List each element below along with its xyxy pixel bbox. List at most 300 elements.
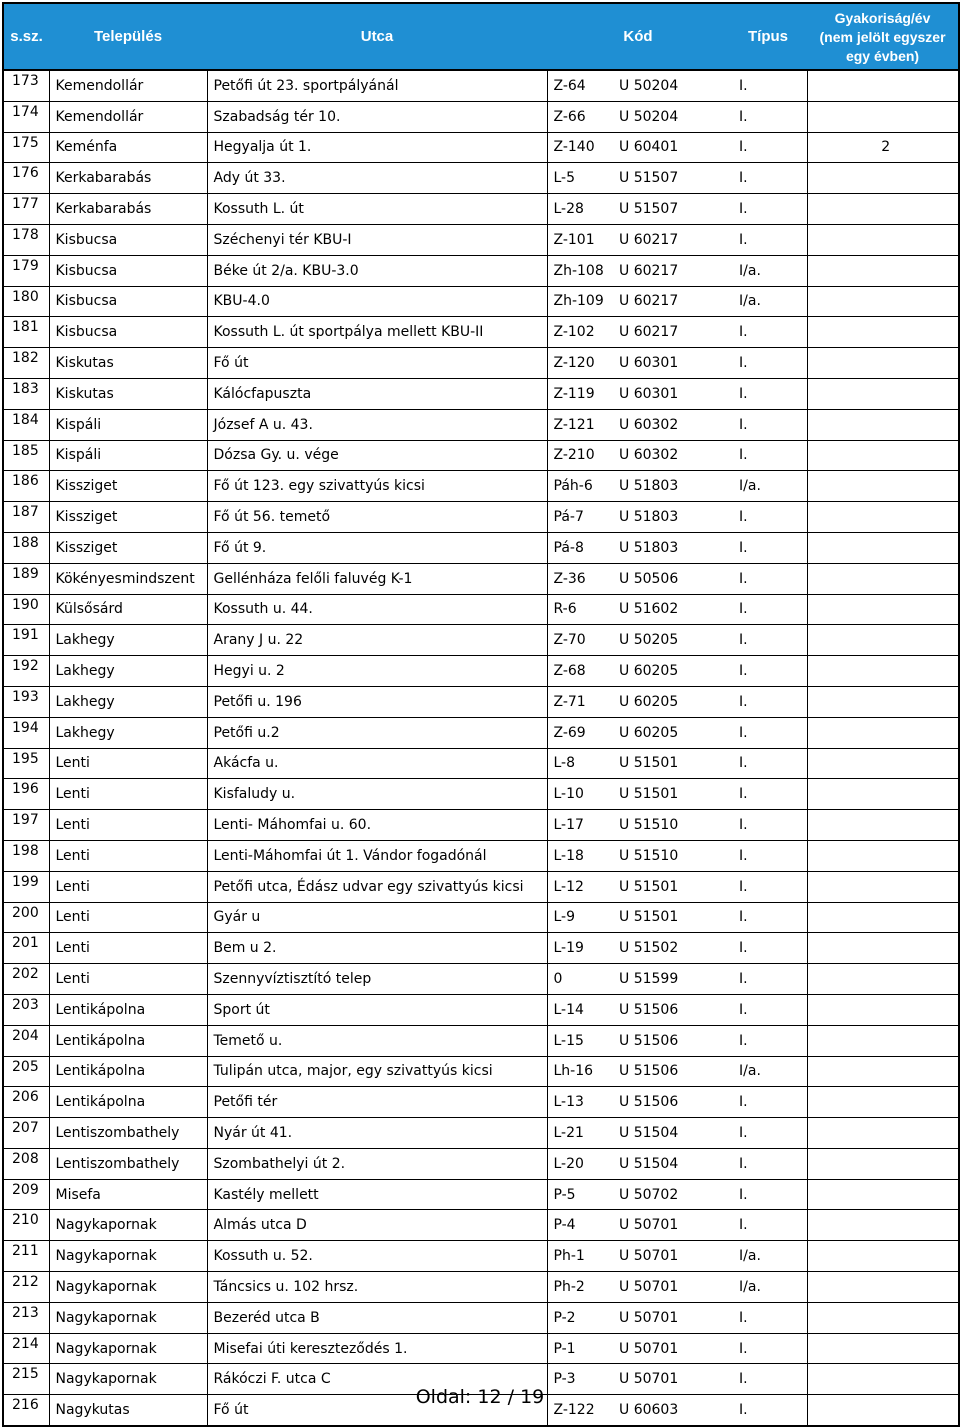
cell-utca: Misefai úti kereszteződés 1. [207,1333,547,1364]
cell-ssz: 205 [3,1056,49,1087]
table-row [3,871,959,902]
cell-gyakorisag [807,594,959,625]
cell-ssz: 189 [3,563,49,594]
cell-u-kod: U 50701 [613,1302,729,1333]
footer-label: Oldal: [415,1386,472,1408]
cell-gyakorisag [807,1087,959,1118]
cell-u-kod: U 51506 [613,1087,729,1118]
cell-tipus: I. [729,1179,807,1210]
cell-ssz: 198 [3,840,49,871]
cell-kod: P-2 [547,1302,613,1333]
cell-utca: Lenti- Máhomfai u. 60. [207,810,547,841]
cell-gyakorisag [807,1272,959,1303]
cell-u-kod: U 51803 [613,471,729,502]
cell-kod: L-9 [547,902,613,933]
cell-tipus: I. [729,810,807,841]
cell-ssz: 206 [3,1087,49,1118]
cell-utca: Bem u 2. [207,933,547,964]
header-row [3,3,959,70]
cell-utca: Tulipán utca, major, egy szivattyús kicsi [207,1056,547,1087]
cell-u-kod: U 51507 [613,163,729,194]
cell-ssz: 173 [3,70,49,101]
cell-u-kod: U 60401 [613,132,729,163]
cell-ssz: 195 [3,748,49,779]
cell-telepules: Kissziget [49,532,207,563]
cell-gyakorisag [807,1025,959,1056]
cell-utca: József A u. 43. [207,409,547,440]
cell-ssz: 181 [3,317,49,348]
page-footer [0,1386,960,1408]
cell-utca: Szennyvíztisztító telep [207,964,547,995]
cell-ssz: 177 [3,194,49,225]
cell-utca: Bezeréd utca B [207,1302,547,1333]
cell-kod: Z-68 [547,656,613,687]
cell-utca: Kálócfapuszta [207,378,547,409]
cell-kod: Z-119 [547,378,613,409]
cell-telepules: Nagykutas [49,1395,207,1426]
cell-ssz: 216 [3,1395,49,1426]
cell-u-kod: U 50204 [613,101,729,132]
cell-telepules: Lentikápolna [49,994,207,1025]
table-row [3,810,959,841]
cell-kod: L-21 [547,1118,613,1149]
cell-utca: Dózsa Gy. u. vége [207,440,547,471]
cell-kod: R-6 [547,594,613,625]
cell-tipus: I. [729,1333,807,1364]
cell-utca: Arany J u. 22 [207,625,547,656]
header-kod: Kód [547,3,729,70]
cell-utca: Ady út 33. [207,163,547,194]
cell-u-kod: U 51602 [613,594,729,625]
cell-tipus: I. [729,717,807,748]
cell-utca: Fő út 123. egy szivattyús kicsi [207,471,547,502]
cell-u-kod: U 50701 [613,1364,729,1395]
cell-u-kod: U 60217 [613,286,729,317]
table-row [3,1056,959,1087]
table-row [3,317,959,348]
header-gyakorisag [807,3,959,70]
cell-gyakorisag [807,163,959,194]
cell-telepules: Lakhegy [49,717,207,748]
cell-gyakorisag [807,748,959,779]
cell-kod: Z-71 [547,686,613,717]
cell-u-kod: U 51501 [613,902,729,933]
cell-ssz: 175 [3,132,49,163]
cell-u-kod: U 51803 [613,532,729,563]
cell-gyakorisag [807,378,959,409]
cell-utca: Petőfi utca, Édász udvar egy szivattyús kicsi [207,871,547,902]
cell-gyakorisag [807,502,959,533]
table-row [3,440,959,471]
cell-u-kod: U 50205 [613,625,729,656]
cell-tipus: I. [729,1395,807,1426]
cell-kod: Z-140 [547,132,613,163]
cell-kod: P-4 [547,1210,613,1241]
cell-u-kod: U 51506 [613,994,729,1025]
cell-kod: Lh-16 [547,1056,613,1087]
header-gyakorisag-line3: egy évben) [845,48,920,64]
cell-kod: P-1 [547,1333,613,1364]
table-row [3,1087,959,1118]
cell-tipus: I. [729,994,807,1025]
cell-tipus: I. [729,224,807,255]
table-row [3,840,959,871]
cell-utca: Kossuth u. 44. [207,594,547,625]
cell-ssz: 187 [3,502,49,533]
cell-gyakorisag [807,440,959,471]
cell-ssz: 196 [3,779,49,810]
cell-telepules: Kisbucsa [49,224,207,255]
cell-ssz: 210 [3,1210,49,1241]
cell-kod: L-10 [547,779,613,810]
cell-utca: Kastély mellett [207,1179,547,1210]
cell-utca: Széchenyi tér KBU-I [207,224,547,255]
table-row [3,964,959,995]
cell-gyakorisag [807,717,959,748]
cell-telepules: Kemendollár [49,101,207,132]
cell-gyakorisag [807,317,959,348]
cell-gyakorisag [807,686,959,717]
cell-ssz: 212 [3,1272,49,1303]
footer-total: 19 [520,1386,545,1408]
cell-ssz: 179 [3,255,49,286]
cell-telepules: Lenti [49,902,207,933]
cell-tipus: I. [729,594,807,625]
cell-gyakorisag [807,70,959,101]
cell-kod: Z-121 [547,409,613,440]
cell-utca: Gellénháza felőli faluvég K-1 [207,563,547,594]
cell-u-kod: U 60217 [613,317,729,348]
cell-gyakorisag [807,255,959,286]
cell-kod: L-5 [547,163,613,194]
cell-gyakorisag: 2 [807,132,959,163]
cell-u-kod: U 60603 [613,1395,729,1426]
cell-tipus: I. [729,1210,807,1241]
cell-utca: Kisfaludy u. [207,779,547,810]
cell-kod: Zh-109 [547,286,613,317]
cell-ssz: 214 [3,1333,49,1364]
cell-utca: Fő út 9. [207,532,547,563]
cell-utca: Fő út [207,1395,547,1426]
table-row [3,163,959,194]
cell-gyakorisag [807,810,959,841]
cell-u-kod: U 60301 [613,348,729,379]
table-row [3,748,959,779]
cell-utca: Gyár u [207,902,547,933]
cell-u-kod: U 51507 [613,194,729,225]
cell-telepules: Misefa [49,1179,207,1210]
cell-u-kod: U 51506 [613,1056,729,1087]
cell-ssz: 202 [3,964,49,995]
table-row [3,994,959,1025]
cell-telepules: Lakhegy [49,686,207,717]
cell-tipus: I. [729,625,807,656]
cell-ssz: 201 [3,933,49,964]
cell-ssz: 180 [3,286,49,317]
cell-tipus: I. [729,748,807,779]
cell-gyakorisag [807,1241,959,1272]
cell-utca: Kossuth L. út [207,194,547,225]
cell-utca: Sport út [207,994,547,1025]
cell-ssz: 178 [3,224,49,255]
cell-telepules: Nagykapornak [49,1241,207,1272]
table-row [3,1241,959,1272]
table-row [3,101,959,132]
cell-gyakorisag [807,656,959,687]
cell-tipus: I. [729,1302,807,1333]
cell-gyakorisag [807,933,959,964]
cell-tipus: I/a. [729,1056,807,1087]
cell-utca: Táncsics u. 102 hrsz. [207,1272,547,1303]
cell-kod: Páh-6 [547,471,613,502]
table-row [3,224,959,255]
cell-gyakorisag [807,840,959,871]
cell-gyakorisag [807,871,959,902]
cell-gyakorisag [807,1210,959,1241]
cell-telepules: Lenti [49,748,207,779]
table-row [3,933,959,964]
table-row [3,409,959,440]
cell-telepules: Kissziget [49,471,207,502]
footer-separator: / [507,1386,515,1408]
cell-telepules: Kisbucsa [49,286,207,317]
cell-tipus: I. [729,1364,807,1395]
cell-tipus: I. [729,563,807,594]
table-row [3,625,959,656]
cell-telepules: Lentikápolna [49,1087,207,1118]
cell-u-kod: U 51506 [613,1025,729,1056]
cell-tipus: I. [729,70,807,101]
cell-u-kod: U 60205 [613,656,729,687]
cell-gyakorisag [807,1118,959,1149]
cell-u-kod: U 51504 [613,1118,729,1149]
cell-gyakorisag [807,779,959,810]
cell-utca: Lenti-Máhomfai út 1. Vándor fogadónál [207,840,547,871]
cell-telepules: Kiskutas [49,378,207,409]
cell-tipus: I. [729,1118,807,1149]
cell-utca: Szabadság tér 10. [207,101,547,132]
cell-utca: Hegyi u. 2 [207,656,547,687]
cell-tipus: I/a. [729,471,807,502]
cell-kod: L-8 [547,748,613,779]
cell-kod: L-28 [547,194,613,225]
cell-tipus: I. [729,502,807,533]
cell-kod: P-3 [547,1364,613,1395]
cell-tipus: I. [729,656,807,687]
cell-gyakorisag [807,409,959,440]
table-row [3,717,959,748]
table-row [3,70,959,101]
cell-utca: Almás utca D [207,1210,547,1241]
cell-kod: Z-122 [547,1395,613,1426]
cell-u-kod: U 60217 [613,255,729,286]
cell-kod: L-18 [547,840,613,871]
table-row [3,1118,959,1149]
table-row [3,1148,959,1179]
cell-gyakorisag [807,286,959,317]
table-row [3,532,959,563]
cell-telepules: Nagykapornak [49,1272,207,1303]
table-row [3,779,959,810]
cell-utca: Hegyalja út 1. [207,132,547,163]
cell-utca: Petőfi u. 196 [207,686,547,717]
cell-ssz: 199 [3,871,49,902]
cell-telepules: Nagykapornak [49,1364,207,1395]
cell-telepules: Kispáli [49,409,207,440]
cell-telepules: Kökényesmindszent [49,563,207,594]
cell-ssz: 211 [3,1241,49,1272]
cell-kod: Z-120 [547,348,613,379]
cell-tipus: I. [729,409,807,440]
cell-u-kod: U 51501 [613,779,729,810]
table-row [3,255,959,286]
cell-ssz: 213 [3,1302,49,1333]
cell-telepules: Lakhegy [49,656,207,687]
cell-u-kod: U 51501 [613,748,729,779]
table-row [3,1302,959,1333]
cell-telepules: Nagykapornak [49,1333,207,1364]
cell-telepules: Lentikápolna [49,1056,207,1087]
cell-u-kod: U 51510 [613,840,729,871]
cell-tipus: I. [729,1148,807,1179]
cell-tipus: I. [729,902,807,933]
cell-utca: Akácfa u. [207,748,547,779]
cell-utca: Nyár út 41. [207,1118,547,1149]
cell-tipus: I. [729,964,807,995]
cell-kod: L-13 [547,1087,613,1118]
cell-ssz: 193 [3,686,49,717]
table-row [3,286,959,317]
header-tipus: Típus [729,3,807,70]
cell-telepules: Kisbucsa [49,255,207,286]
cell-kod: Z-66 [547,101,613,132]
cell-kod: Z-36 [547,563,613,594]
cell-kod: L-15 [547,1025,613,1056]
cell-u-kod: U 60301 [613,378,729,409]
cell-kod: L-14 [547,994,613,1025]
cell-utca: Temető u. [207,1025,547,1056]
cell-ssz: 186 [3,471,49,502]
cell-gyakorisag [807,964,959,995]
cell-telepules: Kispáli [49,440,207,471]
cell-utca: Fő út [207,348,547,379]
cell-ssz: 194 [3,717,49,748]
cell-kod: L-20 [547,1148,613,1179]
table-row [3,656,959,687]
cell-gyakorisag [807,348,959,379]
table-row [3,471,959,502]
cell-telepules: Kerkabarabás [49,163,207,194]
cell-u-kod: U 50702 [613,1179,729,1210]
table-row [3,902,959,933]
footer-page: 12 [477,1386,502,1408]
cell-kod: Z-64 [547,70,613,101]
cell-utca: Béke út 2/a. KBU-3.0 [207,255,547,286]
cell-u-kod: U 50701 [613,1210,729,1241]
table-row [3,132,959,163]
cell-tipus: I. [729,933,807,964]
cell-tipus: I. [729,686,807,717]
cell-telepules: Kemendollár [49,70,207,101]
cell-kod: P-5 [547,1179,613,1210]
cell-u-kod: U 50701 [613,1333,729,1364]
cell-kod: 0 [547,964,613,995]
cell-tipus: I. [729,378,807,409]
cell-telepules: Lentikápolna [49,1025,207,1056]
cell-kod: L-12 [547,871,613,902]
cell-kod: Zh-108 [547,255,613,286]
table-body [3,70,959,1426]
cell-utca: Kossuth L. út sportpálya mellett KBU-II [207,317,547,348]
cell-u-kod: U 51504 [613,1148,729,1179]
table-row [3,1179,959,1210]
cell-ssz: 184 [3,409,49,440]
data-table [2,2,960,1427]
cell-gyakorisag [807,563,959,594]
cell-u-kod: U 51501 [613,871,729,902]
cell-gyakorisag [807,101,959,132]
cell-gyakorisag [807,224,959,255]
cell-telepules: Nagykapornak [49,1210,207,1241]
cell-gyakorisag [807,902,959,933]
cell-gyakorisag [807,532,959,563]
table-row [3,563,959,594]
header-gyakorisag-line1: Gyakoriság/év [834,10,931,26]
cell-u-kod: U 51502 [613,933,729,964]
cell-tipus: I/a. [729,1272,807,1303]
cell-telepules: Kiskutas [49,348,207,379]
cell-tipus: I/a. [729,286,807,317]
cell-telepules: Keménfa [49,132,207,163]
cell-kod: Pá-7 [547,502,613,533]
cell-gyakorisag [807,1148,959,1179]
header-gyakorisag-line2: (nem jelölt egyszer [819,29,946,45]
cell-gyakorisag [807,471,959,502]
cell-tipus: I. [729,348,807,379]
cell-ssz: 176 [3,163,49,194]
cell-u-kod: U 50506 [613,563,729,594]
cell-ssz: 215 [3,1364,49,1395]
cell-telepules: Lakhegy [49,625,207,656]
cell-u-kod: U 50701 [613,1272,729,1303]
cell-tipus: I. [729,1087,807,1118]
cell-kod: Ph-1 [547,1241,613,1272]
cell-u-kod: U 60205 [613,717,729,748]
cell-telepules: Lenti [49,933,207,964]
table-row [3,502,959,533]
cell-utca: Szombathelyi út 2. [207,1148,547,1179]
cell-ssz: 182 [3,348,49,379]
cell-telepules: Lenti [49,964,207,995]
cell-telepules: Lentiszombathely [49,1148,207,1179]
cell-gyakorisag [807,994,959,1025]
cell-kod: Z-69 [547,717,613,748]
table-row [3,1210,959,1241]
header-telepules: Település [49,3,207,70]
cell-gyakorisag [807,1333,959,1364]
cell-telepules: Lenti [49,779,207,810]
table-row [3,686,959,717]
cell-utca: Petőfi út 23. sportpályánál [207,70,547,101]
cell-telepules: Kissziget [49,502,207,533]
cell-tipus: I. [729,871,807,902]
cell-tipus: I/a. [729,255,807,286]
cell-kod: Z-101 [547,224,613,255]
table-row [3,378,959,409]
table-row [3,194,959,225]
cell-tipus: I. [729,1025,807,1056]
cell-kod: Z-102 [547,317,613,348]
